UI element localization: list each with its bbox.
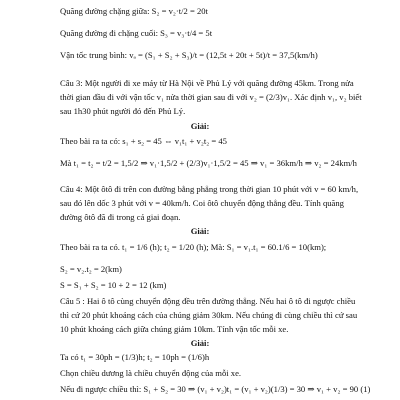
text-line-average-speed: Vận tốc trung bình: vₐ = (S₁ + S₂ + S₃)/t = (12,5t + 20t + 5t)/t = 37,5(km/h)	[60, 50, 318, 60]
solution-4-line-3: S = S₁ + S₂ = 10 + 2 = 12 (km)	[60, 280, 167, 290]
solution-5-line-1: Ta có t₁ = 30ph = (1/3)h; t₂ = 10ph = (1/6)h	[60, 352, 210, 362]
question-3-line-1: Câu 3: Một người đi xe máy từ Hà Nội về Phủ Lý với quãng đường 45km. Trong nửa	[60, 78, 354, 88]
solution-5-line-2: Chọn chiều dương là chiều chuyển động của mỗi xe.	[60, 368, 242, 378]
question-5-line-2: thì cứ 20 phút khoảng cách của chúng giảm 30km. Nếu chúng đi cùng chiều thì cứ sau	[60, 310, 358, 320]
question-4-line-2: sau đó lên dốc 3 phút với v = 40km/h. Coi ôtô chuyển động thẳng đều. Tính quãng	[60, 198, 344, 208]
text-line-middle-stage: Quãng đường chặng giữa: S₂ = v₂·t/2 = 20t	[60, 6, 208, 16]
question-3-line-2: thời gian đầu đi với vận tốc v₁ nửa thời gian sau đi với v₂ = (2/3)v₁. Xác định v₁, v₂ biết	[60, 92, 362, 102]
solution-heading-3: Giải:	[190, 121, 210, 131]
solution-5-line-3: Nếu đi ngược chiều thì: S₁ + S₂ = 30 ⇒ (v₁ + v₂)t₁ = (v₁ + v₂)(1/3) = 30 ⇒ v₁ + v₂ = 90 (1)	[60, 384, 371, 394]
solution-4-line-2: S₂ = v₂.t₂ = 2(km)	[60, 264, 122, 274]
question-4-line-1: Câu 4: Một ôtô đi trên con đường bằng phẳng trong thời gian 10 phút với v = 60 km/h,	[60, 184, 359, 194]
question-5-line-3: 10 phút khoảng cách giữa chúng giảm 10km. Tính vận tốc mỗi xe.	[60, 324, 289, 334]
text-line-last-stage: Quãng đường đi chặng cuối: S₃ = v₃·t/4 = 5t	[60, 28, 213, 38]
solution-4-line-1: Theo bài ra ta có. t₁ = 1/6 (h); t₂ = 1/20 (h); Mà: S₁ = v₁.t₁ = 60.1/6 = 10(km);	[60, 242, 327, 252]
question-4-line-3: đường ôtô đã đi trong cả giai đoạn.	[60, 212, 181, 222]
solution-heading-4: Giải:	[190, 226, 210, 236]
solution-heading-5: Giải:	[190, 338, 210, 348]
solution-3-line-2: Mà t₁ = t₂ = t/2 = 1,5/2 ⇒ v₁·1,5/2 + (2/3)v₁·1,5/2 = 45 ⇒ v₁ = 36km/h ⇒ v₂ = 24km/h	[60, 158, 357, 168]
question-3-line-3: sau 1h30 phút người đó đến Phủ Lý.	[60, 106, 186, 116]
solution-3-line-1: Theo bài ra ta có: s₁ + s₂ = 45 ⇔ v₁t₁ + v₂t₂ = 45	[60, 136, 227, 146]
question-5-line-1: Câu 5 : Hai ô tô cùng chuyển động đều trên đường thẳng. Nếu hai ô tô đi ngược chiều	[60, 296, 356, 306]
